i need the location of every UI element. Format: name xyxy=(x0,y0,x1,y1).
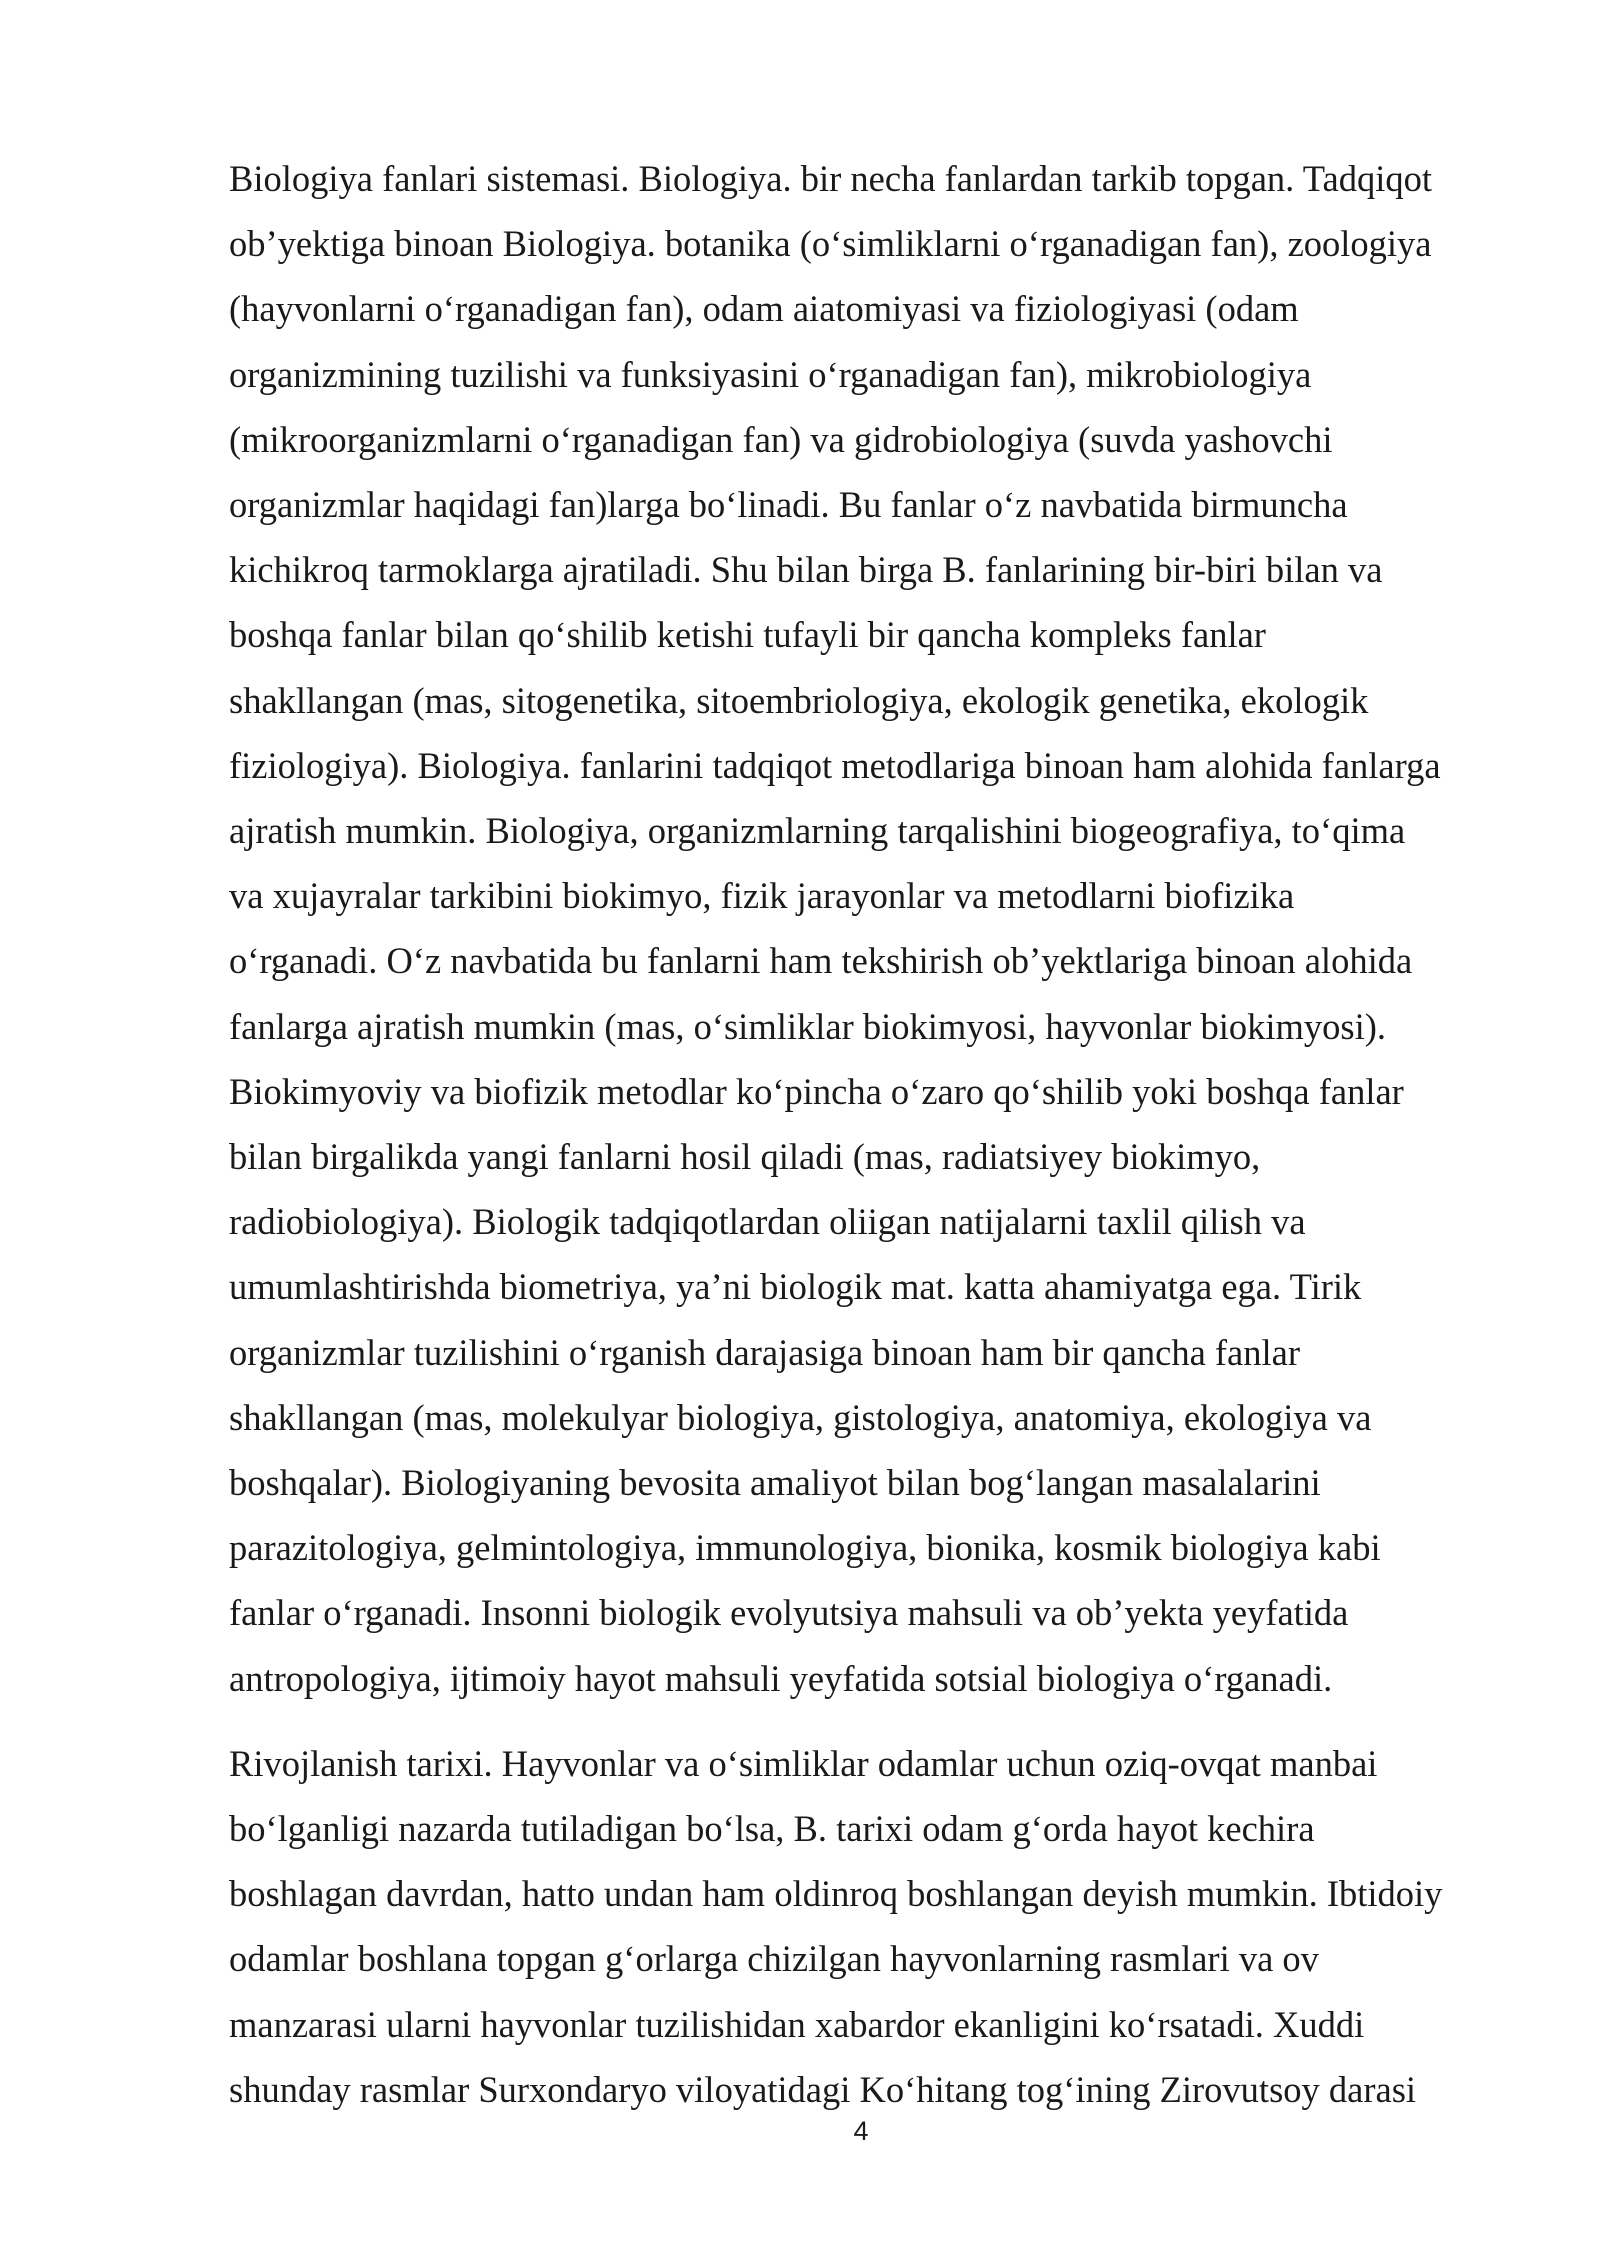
text-line: (mikroorganizmlarni o‘rganadigan fan) va gidrobiologiya (suvda yashovchi xyxy=(229,418,1333,460)
text-line: organizmlar haqidagi fan)larga bo‘linadi. Bu fanlar o‘z navbatida birmuncha xyxy=(229,484,1348,526)
text-line: organizmining tuzilishi va funksiyasini o‘rganadigan fan), mikrobiologiya xyxy=(229,353,1312,395)
text-line: fanlar o‘rganadi. Insonni biologik evolyutsiya mahsuli va ob’yekta yeyfatida xyxy=(229,1592,1349,1634)
text-line: (hayvonlarni o‘rganadigan fan), odam aiatomiyasi va fiziologiyasi (odam xyxy=(229,288,1299,330)
text-line: radiobiologiya). Biologik tadqiqotlardan oliigan natijalarni taxlil qilish va xyxy=(229,1201,1306,1243)
text-line: kichikroq tarmoklarga ajratiladi. Shu bilan birga B. fanlarining bir-biri bilan va xyxy=(229,549,1383,591)
text-line: bilan birgalikda yangi fanlarni hosil qiladi (mas, radiatsiyey biokimyo, xyxy=(229,1136,1261,1178)
text-line: shakllangan (mas, sitogenetika, sitoembriologiya, ekologik genetika, ekologik xyxy=(229,679,1369,721)
text-line: Rivojlanish tarixi. Hayvonlar va o‘simliklar odamlar uchun oziq-ovqat manbai xyxy=(229,1742,1378,1784)
text-line: manzarasi ularni hayvonlar tuzilishidan xabardor ekanligini ko‘rsatadi. Xuddi xyxy=(229,2003,1365,2045)
paragraph-biology-disciplines xyxy=(229,146,1489,1711)
text-line: boshlagan davrdan, hatto undan ham oldinroq boshlangan deyish mumkin. Ibtidoiy xyxy=(229,1873,1443,1915)
text-line: ajratish mumkin. Biologiya, organizmlarning tarqalishini biogeografiya, to‘qima xyxy=(229,810,1406,852)
text-line: odamlar boshlana topgan g‘orlarga chizilgan hayvonlarning rasmlari va ov xyxy=(229,1938,1319,1980)
text-line: fanlarga ajratish mumkin (mas, o‘simliklar biokimyosi, hayvonlar biokimyosi). xyxy=(229,1005,1387,1047)
text-line: o‘rganadi. O‘z navbatida bu fanlarni ham tekshirish ob’yektlariga binoan alohida xyxy=(229,940,1413,982)
text-line: bo‘lganligi nazarda tutiladigan bo‘lsa, B. tarixi odam g‘orda hayot kechira xyxy=(229,1808,1315,1850)
text-line: boshqa fanlar bilan qo‘shilib ketishi tufayli bir qancha kompleks fanlar xyxy=(229,614,1266,656)
text-line: shunday rasmlar Surxondaryo viloyatidagi Ko‘hitang tog‘ining Zirovutsoy darasi xyxy=(229,2068,1417,2110)
text-line: umumlashtirishda biometriya, ya’ni biologik mat. katta ahamiyatga ega. Tirik xyxy=(229,1266,1362,1308)
page-body xyxy=(229,146,1489,2122)
text-line: parazitologiya, gelmintologiya, immunologiya, bionika, kosmik biologiya kabi xyxy=(229,1527,1381,1569)
text-line: organizmlar tuzilishini o‘rganish darajasiga binoan ham bir qancha fanlar xyxy=(229,1331,1300,1373)
text-line: va xujayralar tarkibini biokimyo, fizik jarayonlar va metodlarni biofizika xyxy=(229,875,1295,917)
paragraph-history xyxy=(229,1731,1489,2122)
text-line: antropologiya, ijtimoiy hayot mahsuli yeyfatida sotsial biologiya o‘rganadi. xyxy=(229,1657,1333,1699)
text-line: ob’yektiga binoan Biologiya. botanika (o‘simliklarni o‘rganadigan fan), zoologiya xyxy=(229,223,1432,265)
text-line: boshqalar). Biologiyaning bevosita amaliyot bilan bog‘langan masalalarini xyxy=(229,1462,1321,1504)
page-number: 4 xyxy=(853,2116,869,2146)
text-line: Biologiya fanlari sistemasi. Biologiya. bir necha fanlardan tarkib topgan. Tadqiqot xyxy=(229,158,1433,199)
text-line: Biokimyoviy va biofizik metodlar ko‘pincha o‘zaro qo‘shilib yoki boshqa fanlar xyxy=(229,1070,1404,1112)
text-line: fiziologiya). Biologiya. fanlarini tadqiqot metodlariga binoan ham alohida fanlarga xyxy=(229,744,1441,786)
text-line: shakllangan (mas, molekulyar biologiya, gistologiya, anatomiya, ekologiya va xyxy=(229,1396,1372,1438)
